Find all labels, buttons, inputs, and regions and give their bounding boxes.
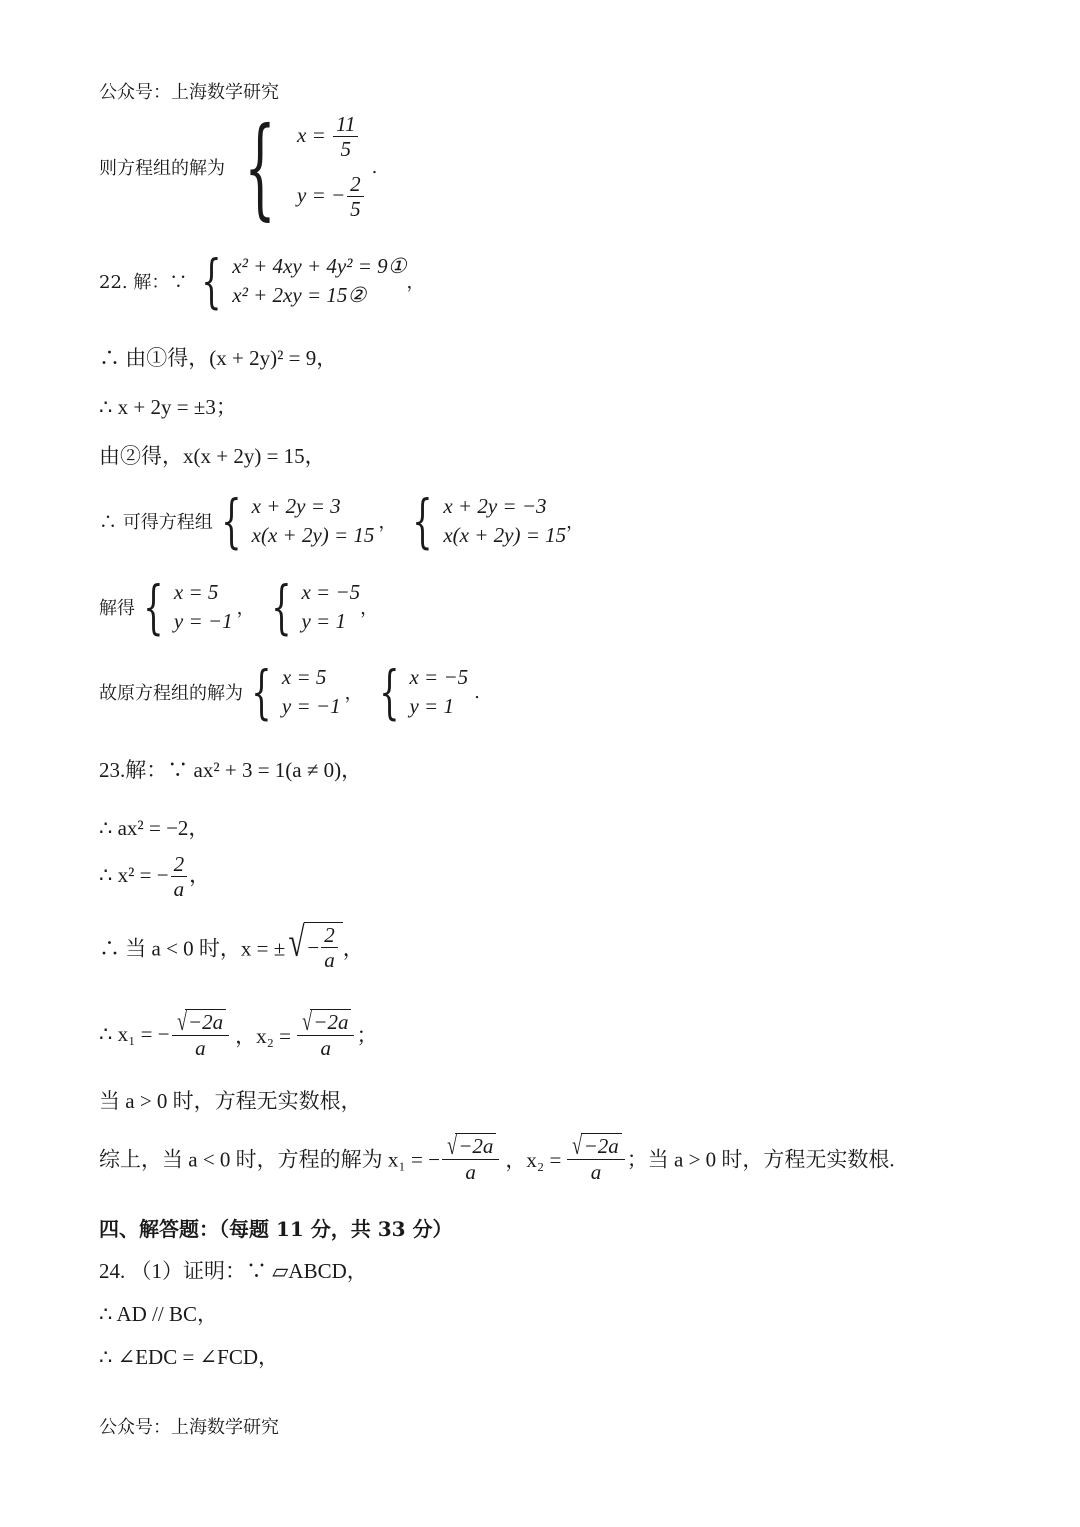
step-line: 23.解：∵ ax² + 3 = 1(a ≠ 0)， <box>99 758 363 782</box>
solved-systems: 解得 { x = 5 y = −1 ， { x = −5 y = 1 ， <box>99 573 379 641</box>
step-line: 由②得，x(x + 2y) = 15， <box>99 444 326 468</box>
page-header: 公众号：上海数学研究 <box>99 82 279 103</box>
step-line: 24. （1）证明：∵ ▱ABCD， <box>99 1259 368 1283</box>
derived-systems: ∴ 可得方程组 { x + 2y = 3 x(x + 2y) = 15 ， { x + 2y = −3 x(x + 2y) = 15 ， <box>99 487 585 555</box>
problem-label: 22. 解：∵ <box>99 272 188 293</box>
conclusion-line: 综上，当 a < 0 时，方程的解为 x₁ = − √ −2a a ，x₂ = √ −2a a ；当 a > 0 时，方程无实数根. <box>99 1131 895 1185</box>
step-line: ∴ AD // BC， <box>99 1302 218 1326</box>
step-line-root: ∴ 当 a < 0 时，x = ± √ − $\frac{2}{a}$ ， <box>99 920 364 973</box>
left-brace: { <box>221 487 242 555</box>
equation-2: x² + 2xy = 15② <box>232 283 367 307</box>
page-footer: 公众号：上海数学研究 <box>99 1417 279 1438</box>
step-line: ∴ 由①得，(x + 2y)² = 9， <box>99 346 338 370</box>
step-line: 当 a > 0 时，方程无实数根， <box>99 1089 362 1113</box>
step-line-fraction: ∴ x² = − $\frac{2}{a}$ ， <box>99 852 211 902</box>
step-line: ∴ ∠EDC = ∠FCD， <box>99 1345 279 1369</box>
section-heading: 四、解答题：（每题 11 分，共 33 分） <box>99 1217 453 1241</box>
step-line: ∴ x + 2y = ±3； <box>99 395 237 419</box>
final-solution: 故原方程组的解为 { x = 5 y = −1 ， { x = −5 y = 1 . <box>99 658 480 726</box>
equation-1: x² + 4xy + 4y² = 9① <box>232 254 407 278</box>
left-brace: { <box>244 103 276 232</box>
step-line: ∴ ax² = −2， <box>99 816 210 840</box>
equation-row: y = − $\frac{2}{5}$ <box>297 172 366 222</box>
equation-row: x = $\frac{11}{5}$ <box>297 112 366 162</box>
left-brace: { <box>412 487 434 555</box>
left-brace: { <box>270 573 292 641</box>
period: . <box>371 156 378 178</box>
solution-system-block <box>99 103 378 232</box>
left-brace: { <box>378 658 400 726</box>
left-brace: { <box>251 658 272 726</box>
solution-prefix: 则方程组的解为 <box>99 158 225 180</box>
step-line-roots: ∴ x₁ = − √ −2a a ，x₂ = √ −2a a ； <box>99 1007 378 1061</box>
left-brace: { <box>143 573 164 641</box>
radical-sign: √ <box>288 920 305 966</box>
left-brace: { <box>201 247 222 315</box>
problem-22-system: 22. 解：∵ { x² + 4xy + 4y² = 9① x² + 2xy = 15② ， <box>99 247 425 315</box>
